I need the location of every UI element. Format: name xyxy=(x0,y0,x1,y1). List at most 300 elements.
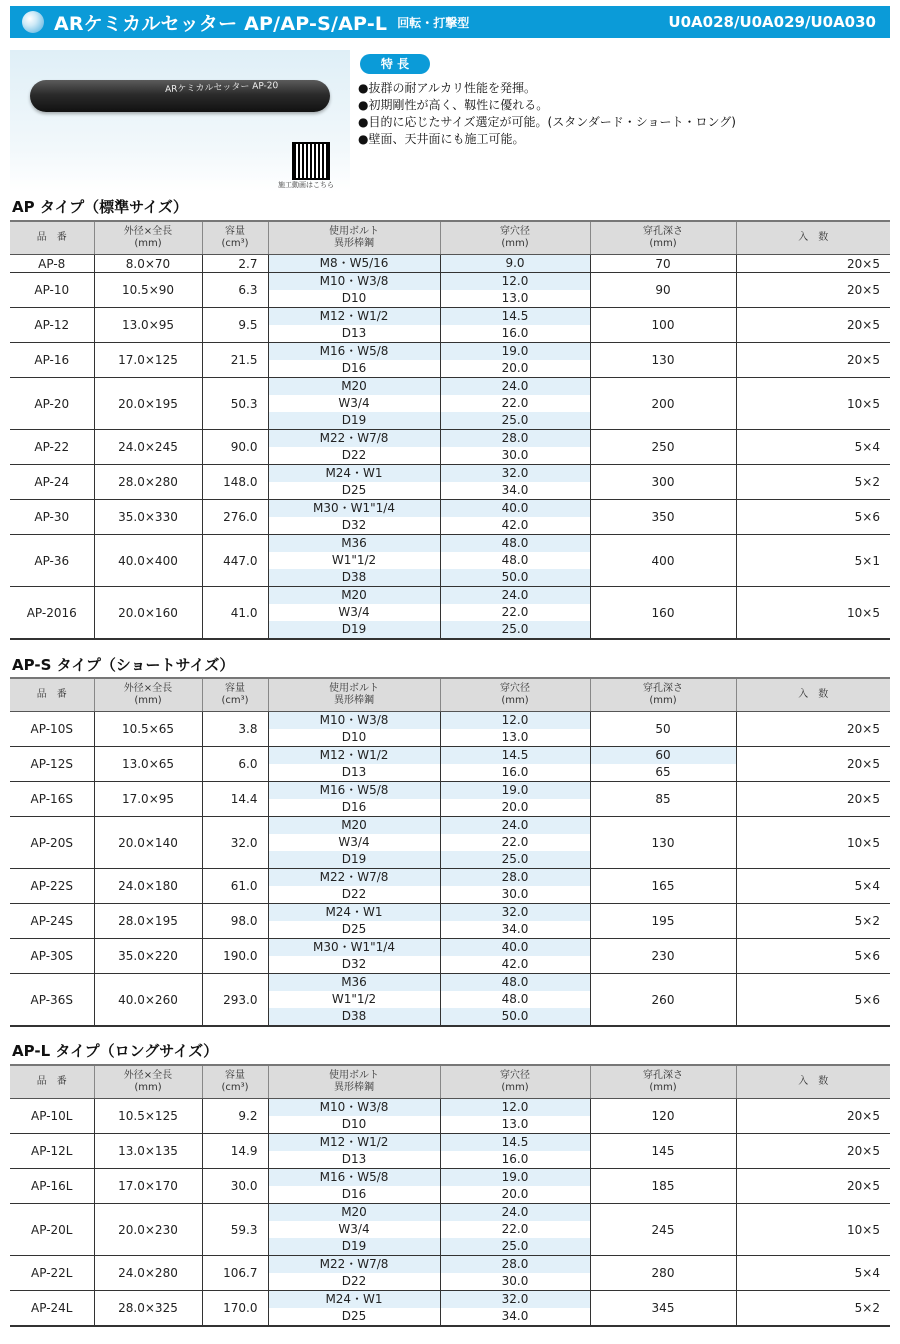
hole-diameter-value: 28.0 xyxy=(441,430,590,447)
hole-diameter-value: 30.0 xyxy=(501,1274,529,1288)
size-cell: 20.0×160 xyxy=(94,587,202,640)
hole-diameter-value: 24.0 xyxy=(441,1204,590,1221)
size-cell: 35.0×220 xyxy=(94,939,202,974)
hole-diameter-value: 32.0 xyxy=(441,904,590,921)
volume-cell: 106.7 xyxy=(202,1256,268,1291)
hole-depth-cell: 195 xyxy=(590,904,736,939)
product-code-cell: AP-16 xyxy=(10,343,94,378)
volume-cell: 148.0 xyxy=(202,465,268,500)
hole-diameter-cell xyxy=(440,869,590,904)
table-row xyxy=(10,1099,890,1134)
bolt-value: M12・W1/2 xyxy=(269,747,440,764)
volume-cell: 41.0 xyxy=(202,587,268,640)
hole-diameter-value: 30.0 xyxy=(501,887,529,901)
quantity-cell: 20×5 xyxy=(736,273,890,308)
feature-item: ●壁面、天井面にも施工可能。 xyxy=(358,132,525,146)
size-cell: 20.0×140 xyxy=(94,817,202,869)
column-header xyxy=(440,221,590,255)
column-header xyxy=(736,678,890,712)
qr-code-icon[interactable] xyxy=(292,142,330,180)
bolt-cell xyxy=(268,1134,440,1169)
table-row xyxy=(10,535,890,587)
hole-diameter-cell xyxy=(440,273,590,308)
product-code-cell: AP-12 xyxy=(10,308,94,343)
hole-depth-value: 65 xyxy=(655,765,671,779)
hole-depth-cell: 280 xyxy=(590,1256,736,1291)
quantity-cell: 20×5 xyxy=(736,1134,890,1169)
column-header-text: 穿孔深さ xyxy=(643,1070,683,1081)
feature-item: ●抜群の耐アルカリ性能を発揮。 xyxy=(358,81,536,95)
bolt-value: D25 xyxy=(341,922,367,936)
product-code-cell: AP-24 xyxy=(10,465,94,500)
column-header xyxy=(440,678,590,712)
bolt-value: D19 xyxy=(269,851,440,868)
bolt-cell xyxy=(268,430,440,465)
hole-diameter-value: 28.0 xyxy=(441,869,590,886)
column-header-text: 穿穴径 xyxy=(500,226,530,237)
size-cell: 10.5×125 xyxy=(94,1099,202,1134)
column-header-text: (mm) xyxy=(134,1082,162,1093)
product-code-cell: AP-2016 xyxy=(10,587,94,640)
hole-depth-cell: 130 xyxy=(590,817,736,869)
volume-cell: 32.0 xyxy=(202,817,268,869)
quantity-cell: 20×5 xyxy=(736,343,890,378)
column-header-text: (mm) xyxy=(649,695,677,706)
hole-depth-cell: 130 xyxy=(590,343,736,378)
bolt-value: M20 xyxy=(269,1204,440,1221)
hole-diameter-value: 48.0 xyxy=(501,992,529,1006)
feature-item: ●初期剛性が高く、靱性に優れる。 xyxy=(358,98,549,112)
column-header-text: 外径×全長 xyxy=(123,683,173,694)
product-code-cell: AP-36 xyxy=(10,535,94,587)
table-row xyxy=(10,782,890,817)
table-row xyxy=(10,587,890,640)
size-cell: 10.5×90 xyxy=(94,273,202,308)
product-code-cell: AP-30S xyxy=(10,939,94,974)
hole-diameter-value: 40.0 xyxy=(441,500,590,517)
hole-diameter-value: 25.0 xyxy=(441,412,590,429)
size-cell: 17.0×170 xyxy=(94,1169,202,1204)
volume-cell: 276.0 xyxy=(202,500,268,535)
product-codes: U0A028/U0A029/U0A030 xyxy=(668,13,876,31)
volume-cell: 61.0 xyxy=(202,869,268,904)
table-header-row xyxy=(10,678,890,712)
column-header-text: (mm) xyxy=(501,695,529,706)
bolt-value: M12・W1/2 xyxy=(269,308,440,325)
quantity-cell: 5×2 xyxy=(736,465,890,500)
column-header-text: (mm) xyxy=(134,238,162,249)
bolt-value: D25 xyxy=(341,483,367,497)
hole-diameter-value: 16.0 xyxy=(501,326,529,340)
column-header-text: (cm³) xyxy=(221,695,249,706)
hole-diameter-value: 19.0 xyxy=(441,343,590,360)
table-row xyxy=(10,1256,890,1291)
section-title-ap-s: AP-S タイプ（ショートサイズ） xyxy=(12,656,235,674)
hole-depth-cell: 90 xyxy=(590,273,736,308)
bolt-value: D13 xyxy=(341,326,367,340)
product-code-cell: AP-20S xyxy=(10,817,94,869)
column-header-text: 容量 xyxy=(225,683,245,694)
hole-diameter-value: 28.0 xyxy=(441,1256,590,1273)
hole-diameter-value: 24.0 xyxy=(441,378,590,395)
column-header xyxy=(590,1065,736,1099)
column-header-text: 穿孔深さ xyxy=(643,683,683,694)
bolt-value: M20 xyxy=(269,587,440,604)
hole-diameter-value: 12.0 xyxy=(441,273,590,290)
volume-cell: 50.3 xyxy=(202,378,268,430)
hole-depth-cell: 160 xyxy=(590,587,736,640)
hole-depth-cell: 345 xyxy=(590,1291,736,1327)
hole-depth-cell: 185 xyxy=(590,1169,736,1204)
hole-diameter-value: 13.0 xyxy=(501,730,529,744)
hole-diameter-cell xyxy=(440,1256,590,1291)
quantity-cell: 5×6 xyxy=(736,939,890,974)
size-cell: 40.0×400 xyxy=(94,535,202,587)
column-header-text: 穿穴径 xyxy=(500,1070,530,1081)
hole-diameter-value: 40.0 xyxy=(441,939,590,956)
bolt-cell xyxy=(268,308,440,343)
size-cell: 40.0×260 xyxy=(94,974,202,1027)
table-row xyxy=(10,465,890,500)
product-code-cell: AP-20 xyxy=(10,378,94,430)
hole-diameter-cell xyxy=(440,430,590,465)
size-cell: 28.0×325 xyxy=(94,1291,202,1327)
hole-depth-cell: 85 xyxy=(590,782,736,817)
product-code-cell: AP-22S xyxy=(10,869,94,904)
column-header-text: (mm) xyxy=(501,1082,529,1093)
hole-diameter-cell xyxy=(440,465,590,500)
hole-depth-cell: 400 xyxy=(590,535,736,587)
size-cell: 13.0×65 xyxy=(94,747,202,782)
product-code-cell: AP-24L xyxy=(10,1291,94,1327)
quantity-cell: 5×2 xyxy=(736,904,890,939)
quantity-cell: 5×1 xyxy=(736,535,890,587)
bolt-value: M10・W3/8 xyxy=(269,712,440,729)
column-header-text: 外径×全長 xyxy=(123,226,173,237)
bolt-value: M24・W1 xyxy=(269,465,440,482)
hole-diameter-value: 30.0 xyxy=(501,448,529,462)
hole-diameter-cell xyxy=(440,817,590,869)
bolt-cell xyxy=(268,712,440,747)
bolt-value: M10・W3/8 xyxy=(269,273,440,290)
bolt-cell xyxy=(268,343,440,378)
column-header xyxy=(202,221,268,255)
volume-cell: 98.0 xyxy=(202,904,268,939)
hole-diameter-cell xyxy=(440,712,590,747)
product-code-cell: AP-24S xyxy=(10,904,94,939)
hole-diameter-cell xyxy=(440,1099,590,1134)
bolt-value: M16・W5/8 xyxy=(269,1169,440,1186)
bolt-value: D10 xyxy=(341,291,367,305)
bolt-value: D22 xyxy=(341,1274,367,1288)
product-code-cell: AP-10L xyxy=(10,1099,94,1134)
sphere-icon xyxy=(22,11,44,33)
quantity-cell: 5×6 xyxy=(736,974,890,1027)
column-header-text: 穿孔深さ xyxy=(643,226,683,237)
bolt-value: D19 xyxy=(269,412,440,429)
volume-cell: 9.2 xyxy=(202,1099,268,1134)
hole-diameter-value: 19.0 xyxy=(441,1169,590,1186)
column-header-text: 品 番 xyxy=(36,1076,67,1087)
bolt-value: W3/4 xyxy=(338,1222,370,1236)
volume-cell: 447.0 xyxy=(202,535,268,587)
table-row xyxy=(10,974,890,1027)
quantity-cell: 10×5 xyxy=(736,817,890,869)
bolt-value: W1"1/2 xyxy=(331,992,377,1006)
bolt-value: M20 xyxy=(269,378,440,395)
bolt-value: M16・W5/8 xyxy=(269,782,440,799)
column-header xyxy=(590,678,736,712)
column-header xyxy=(736,221,890,255)
bolt-cell xyxy=(268,904,440,939)
size-cell: 17.0×95 xyxy=(94,782,202,817)
column-header-text: 品 番 xyxy=(36,232,67,243)
column-header xyxy=(440,1065,590,1099)
bolt-value: D16 xyxy=(341,1187,367,1201)
column-header xyxy=(736,1065,890,1099)
bolt-value: D10 xyxy=(341,730,367,744)
column-header-text: 容量 xyxy=(225,1070,245,1081)
hole-depth-cell: 230 xyxy=(590,939,736,974)
bolt-cell xyxy=(268,255,440,273)
section-title-ap: AP タイプ（標準サイズ） xyxy=(12,198,188,216)
hole-diameter-cell xyxy=(440,500,590,535)
hole-diameter-value: 16.0 xyxy=(501,1152,529,1166)
hole-diameter-value: 12.0 xyxy=(441,1099,590,1116)
product-code-cell: AP-8 xyxy=(10,255,94,273)
bolt-value: D32 xyxy=(341,957,367,971)
bolt-value: D22 xyxy=(341,887,367,901)
table-row xyxy=(10,904,890,939)
hole-diameter-value: 25.0 xyxy=(441,1238,590,1255)
bolt-value: M24・W1 xyxy=(269,1291,440,1308)
quantity-cell: 20×5 xyxy=(736,255,890,273)
volume-cell: 170.0 xyxy=(202,1291,268,1327)
hole-depth-cell: 165 xyxy=(590,869,736,904)
capsule-label: ARケミカルセッター AP-20 xyxy=(164,81,279,95)
product-code-cell: AP-20L xyxy=(10,1204,94,1256)
table-row xyxy=(10,869,890,904)
hole-diameter-cell xyxy=(440,1134,590,1169)
hole-diameter-value: 24.0 xyxy=(441,587,590,604)
column-header xyxy=(94,221,202,255)
hole-depth-cell: 50 xyxy=(590,712,736,747)
table-row xyxy=(10,1291,890,1327)
hole-diameter-cell xyxy=(440,747,590,782)
hole-depth-cell: 70 xyxy=(590,255,736,273)
bolt-cell xyxy=(268,535,440,587)
table-header-row xyxy=(10,221,890,255)
bolt-value: D10 xyxy=(341,1117,367,1131)
column-header-text: 入 数 xyxy=(798,1076,829,1087)
column-header-text: 容量 xyxy=(225,226,245,237)
volume-cell: 90.0 xyxy=(202,430,268,465)
product-code-cell: AP-22L xyxy=(10,1256,94,1291)
bolt-cell xyxy=(268,378,440,430)
table-row xyxy=(10,378,890,430)
hole-diameter-value: 16.0 xyxy=(501,765,529,779)
hole-diameter-value: 25.0 xyxy=(441,851,590,868)
hole-diameter-value: 14.5 xyxy=(441,1134,590,1151)
table-row xyxy=(10,430,890,465)
bolt-cell xyxy=(268,1256,440,1291)
column-header-text: (cm³) xyxy=(221,1082,249,1093)
column-header-text: (mm) xyxy=(501,238,529,249)
column-header xyxy=(10,1065,94,1099)
table-row xyxy=(10,1134,890,1169)
hole-diameter-value: 9.0 xyxy=(441,255,590,272)
hole-diameter-cell xyxy=(440,308,590,343)
bolt-value: W3/4 xyxy=(338,605,370,619)
hole-diameter-value: 14.5 xyxy=(441,308,590,325)
spec-table-ap xyxy=(10,220,890,640)
column-header-text: 入 数 xyxy=(798,232,829,243)
column-header xyxy=(94,678,202,712)
quantity-cell: 20×5 xyxy=(736,308,890,343)
bolt-cell xyxy=(268,869,440,904)
hole-diameter-value: 32.0 xyxy=(441,465,590,482)
hole-diameter-cell xyxy=(440,378,590,430)
size-cell: 13.0×95 xyxy=(94,308,202,343)
hole-diameter-value: 20.0 xyxy=(501,1187,529,1201)
column-header-text: 入 数 xyxy=(798,689,829,700)
qr-label: 施工動画はこちら xyxy=(278,181,334,189)
product-code-cell: AP-12L xyxy=(10,1134,94,1169)
table-row xyxy=(10,939,890,974)
column-header-text: 異形棒鋼 xyxy=(334,695,374,706)
bolt-cell xyxy=(268,1204,440,1256)
bolt-value: M8・W5/16 xyxy=(269,255,440,272)
hole-depth-cell: 250 xyxy=(590,430,736,465)
product-code-cell: AP-16L xyxy=(10,1169,94,1204)
column-header-text: 異形棒鋼 xyxy=(334,238,374,249)
size-cell: 28.0×195 xyxy=(94,904,202,939)
hole-depth-cell: 120 xyxy=(590,1099,736,1134)
volume-cell: 293.0 xyxy=(202,974,268,1027)
features-list xyxy=(358,80,736,148)
hole-diameter-value: 34.0 xyxy=(501,1309,529,1323)
bolt-cell xyxy=(268,500,440,535)
bolt-value: W3/4 xyxy=(338,396,370,410)
hole-diameter-value: 34.0 xyxy=(501,922,529,936)
column-header xyxy=(10,221,94,255)
hole-diameter-value: 48.0 xyxy=(441,535,590,552)
volume-cell: 3.8 xyxy=(202,712,268,747)
quantity-cell: 5×2 xyxy=(736,1291,890,1327)
bolt-value: M12・W1/2 xyxy=(269,1134,440,1151)
page-subtitle: 回転・打撃型 xyxy=(397,15,470,30)
hole-diameter-cell xyxy=(440,904,590,939)
volume-cell: 30.0 xyxy=(202,1169,268,1204)
table-header-row xyxy=(10,1065,890,1099)
hole-diameter-cell xyxy=(440,587,590,640)
bolt-cell xyxy=(268,273,440,308)
bolt-value: D19 xyxy=(269,621,440,638)
bolt-value: M20 xyxy=(269,817,440,834)
column-header xyxy=(10,678,94,712)
hole-diameter-value: 32.0 xyxy=(441,1291,590,1308)
quantity-cell: 20×5 xyxy=(736,782,890,817)
hole-depth-value: 60 xyxy=(591,747,736,764)
size-cell: 28.0×280 xyxy=(94,465,202,500)
hole-depth-cell: 260 xyxy=(590,974,736,1027)
bolt-value: D13 xyxy=(341,1152,367,1166)
hole-diameter-cell xyxy=(440,343,590,378)
size-cell: 8.0×70 xyxy=(94,255,202,273)
bolt-cell xyxy=(268,782,440,817)
bolt-value: M36 xyxy=(269,535,440,552)
table-row xyxy=(10,747,890,782)
column-header-text: (mm) xyxy=(649,1082,677,1093)
spec-table-ap-l xyxy=(10,1064,890,1327)
product-code-cell: AP-16S xyxy=(10,782,94,817)
hole-diameter-value: 50.0 xyxy=(441,1008,590,1025)
hole-diameter-value: 14.5 xyxy=(441,747,590,764)
volume-cell: 6.3 xyxy=(202,273,268,308)
table-row xyxy=(10,273,890,308)
bolt-value: W1"1/2 xyxy=(331,553,377,567)
hole-diameter-cell xyxy=(440,782,590,817)
product-code-cell: AP-30 xyxy=(10,500,94,535)
hole-diameter-value: 50.0 xyxy=(441,569,590,586)
table-row xyxy=(10,255,890,273)
bolt-value: D38 xyxy=(269,569,440,586)
column-header-text: (mm) xyxy=(134,695,162,706)
hole-diameter-cell xyxy=(440,535,590,587)
table-row xyxy=(10,712,890,747)
section-title-ap-l: AP-L タイプ（ロングサイズ） xyxy=(12,1042,219,1060)
table-row xyxy=(10,817,890,869)
column-header-text: 穿穴径 xyxy=(500,683,530,694)
column-header-text: 使用ボルト xyxy=(329,226,379,237)
volume-cell: 14.9 xyxy=(202,1134,268,1169)
bolt-value: D32 xyxy=(341,518,367,532)
bolt-value: M36 xyxy=(269,974,440,991)
bolt-value: D22 xyxy=(341,448,367,462)
column-header-text: 異形棒鋼 xyxy=(334,1082,374,1093)
hole-diameter-value: 12.0 xyxy=(441,712,590,729)
volume-cell: 21.5 xyxy=(202,343,268,378)
column-header xyxy=(202,1065,268,1099)
hole-diameter-value: 34.0 xyxy=(501,483,529,497)
hole-diameter-cell xyxy=(440,1169,590,1204)
features-badge: 特 長 xyxy=(360,54,430,74)
hole-diameter-value: 42.0 xyxy=(501,957,529,971)
bolt-value: D13 xyxy=(341,765,367,779)
hole-diameter-value: 22.0 xyxy=(501,835,529,849)
bolt-cell xyxy=(268,817,440,869)
hole-diameter-value: 22.0 xyxy=(501,1222,529,1236)
product-code-cell: AP-12S xyxy=(10,747,94,782)
hole-depth-cell: 350 xyxy=(590,500,736,535)
spec-table-ap-s xyxy=(10,677,890,1027)
hole-diameter-cell xyxy=(440,1291,590,1327)
quantity-cell: 20×5 xyxy=(736,712,890,747)
hole-diameter-value: 22.0 xyxy=(501,605,529,619)
bolt-value: M10・W3/8 xyxy=(269,1099,440,1116)
bolt-value: M24・W1 xyxy=(269,904,440,921)
column-header xyxy=(202,678,268,712)
hole-diameter-value: 42.0 xyxy=(501,518,529,532)
column-header xyxy=(268,678,440,712)
hole-diameter-cell xyxy=(440,974,590,1027)
bolt-cell xyxy=(268,465,440,500)
header-bar xyxy=(10,6,890,38)
size-cell: 24.0×280 xyxy=(94,1256,202,1291)
size-cell: 35.0×330 xyxy=(94,500,202,535)
bolt-cell xyxy=(268,747,440,782)
bolt-value: D16 xyxy=(341,361,367,375)
